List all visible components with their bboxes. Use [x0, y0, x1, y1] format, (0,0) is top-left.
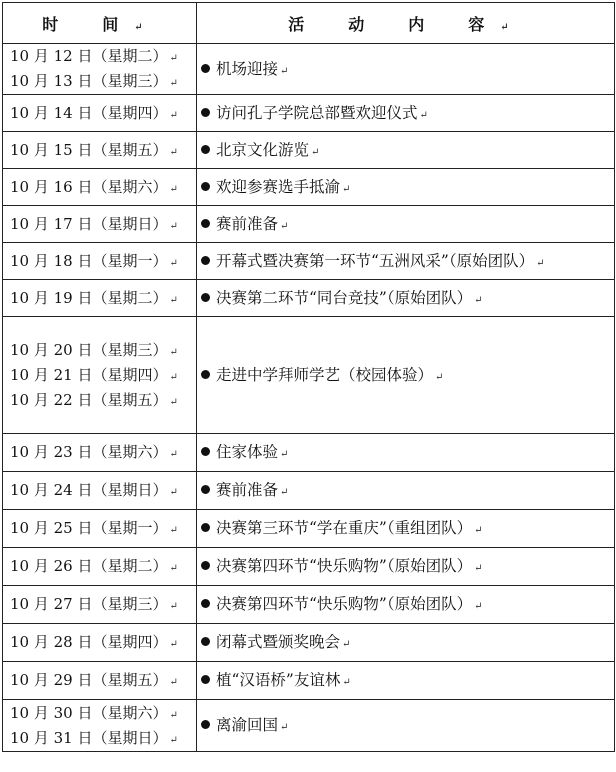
date-cell: 10 月 16 日（星期六） ↵ [3, 169, 197, 206]
table-row [3, 280, 615, 317]
bullet-icon [201, 108, 210, 117]
bullet-icon [201, 182, 210, 191]
date-text: 10 月 12 日（星期二） [10, 47, 168, 65]
activity-cell: 走进中学拜师学艺（校园体验） ↵ [197, 317, 615, 434]
date-cell: 10 月 17 日（星期日） ↵ [3, 206, 197, 243]
date-text: 10 月 21 日（星期四） [10, 365, 168, 384]
date-text: 10 月 15 日（星期五） [10, 140, 168, 159]
activity-cell: 访问孔子学院总部暨欢迎仪式 ↵ [197, 95, 615, 132]
date-cell: 10 月 18 日（星期一） ↵ [3, 243, 197, 280]
table-row [3, 434, 615, 472]
activity-text: 机场迎接 [216, 59, 279, 78]
table-row [3, 243, 615, 280]
activity-text: 闭幕式暨颁奖晚会 [216, 633, 341, 651]
date-cell: 10 月 14 日（星期四） ↵ [3, 95, 197, 132]
date-text: 10 月 14 日（星期四） [10, 103, 168, 122]
activity-text: 赛前准备 [216, 481, 279, 499]
bullet-icon [201, 485, 210, 494]
date-text: 10 月 28 日（星期四） [10, 633, 168, 651]
date-cell: 10 月 26 日（星期二） ↵ [3, 548, 197, 586]
bullet-icon [201, 637, 210, 646]
activity-cell: 植“汉语桥”友谊林 ↵ [197, 662, 615, 700]
activity-text: 决赛第三环节“学在重庆”（重组团队） [216, 519, 473, 537]
date-cell: 10 月 15 日（星期五） ↵ [3, 132, 197, 169]
activity-cell: 决赛第三环节“学在重庆”（重组团队） ↵ [197, 510, 615, 548]
activity-text: 决赛第四环节“快乐购物”（原始团队） [216, 595, 473, 613]
activity-cell: 欢迎参赛选手抵渝 ↵ [197, 169, 615, 206]
table-row [3, 662, 615, 700]
date-text: 10 月 25 日（星期一） [10, 519, 168, 537]
activity-cell: 赛前准备 ↵ [197, 472, 615, 510]
table-row [3, 548, 615, 586]
bullet-icon [201, 720, 210, 729]
table-row [3, 586, 615, 624]
activity-text: 赛前准备 [216, 214, 279, 233]
activity-text: 走进中学拜师学艺（校园体验） [216, 365, 434, 384]
table-row [3, 44, 615, 95]
date-text: 10 月 19 日（星期二） [10, 288, 168, 307]
activity-text: 决赛第四环节“快乐购物”（原始团队） [216, 557, 473, 575]
activity-cell: 开幕式暨决赛第一环节“五洲风采”（原始团队） ↵ [197, 243, 615, 280]
bullet-icon [201, 256, 210, 265]
date-cell: 10 月 27 日（星期三） ↵ [3, 586, 197, 624]
activity-text: 北京文化游览 [216, 140, 310, 159]
date-text: 10 月 23 日（星期六） [10, 443, 168, 461]
date-text: 10 月 16 日（星期六） [10, 177, 168, 196]
activity-cell: 决赛第二环节“同台竞技”（原始团队） ↵ [197, 280, 615, 317]
activity-text: 决赛第二环节“同台竞技”（原始团队） [216, 288, 473, 307]
header-activity: 活 动 内 容 ↵ [197, 3, 615, 44]
activity-text: 植“汉语桥”友谊林 [216, 671, 341, 689]
header-time: 时 间 ↵ [3, 3, 197, 44]
table-row [3, 95, 615, 132]
activity-text: 欢迎参赛选手抵渝 [216, 177, 341, 196]
date-text: 10 月 13 日（星期三） [10, 72, 168, 90]
date-text: 10 月 22 日（星期五） [10, 390, 168, 409]
date-text: 10 月 20 日（星期三） [10, 340, 168, 359]
activity-text: 离渝回国 [216, 716, 279, 734]
activity-cell: 北京文化游览 ↵ [197, 132, 615, 169]
date-text: 10 月 26 日（星期二） [10, 557, 168, 575]
date-cell: 10 月 19 日（星期二） ↵ [3, 280, 197, 317]
table-row [3, 206, 615, 243]
bullet-icon [201, 219, 210, 228]
schedule-table [2, 2, 615, 752]
activity-cell: 决赛第四环节“快乐购物”（原始团队） ↵ [197, 548, 615, 586]
table-row [3, 472, 615, 510]
activity-cell: 机场迎接 ↵ [197, 44, 615, 95]
activity-cell: 决赛第四环节“快乐购物”（原始团队） ↵ [197, 586, 615, 624]
bullet-icon [201, 599, 210, 608]
schedule-body [3, 44, 615, 752]
table-row [3, 317, 615, 434]
date-text: 10 月 18 日（星期一） [10, 251, 168, 270]
table-row [3, 510, 615, 548]
date-cell: 10 月 30 日（星期六） ↵ 10 月 31 日（星期日） ↵ [3, 700, 197, 752]
date-text: 10 月 27 日（星期三） [10, 595, 168, 613]
bullet-icon [201, 447, 210, 456]
date-cell: 10 月 23 日（星期六） ↵ [3, 434, 197, 472]
date-cell: 10 月 25 日（星期一） ↵ [3, 510, 197, 548]
bullet-icon [201, 145, 210, 154]
activity-cell: 闭幕式暨颁奖晚会 ↵ [197, 624, 615, 662]
table-row [3, 700, 615, 752]
activity-cell: 赛前准备 ↵ [197, 206, 615, 243]
table-row [3, 624, 615, 662]
date-cell: 10 月 24 日（星期日） ↵ [3, 472, 197, 510]
bullet-icon [201, 675, 210, 684]
activity-text: 访问孔子学院总部暨欢迎仪式 [216, 103, 418, 122]
bullet-icon [201, 64, 210, 73]
table-row [3, 132, 615, 169]
bullet-icon [201, 561, 210, 570]
date-text: 10 月 29 日（星期五） [10, 671, 168, 689]
bullet-icon [201, 293, 210, 302]
date-cell: 10 月 28 日（星期四） ↵ [3, 624, 197, 662]
date-text: 10 月 24 日（星期日） [10, 481, 168, 499]
activity-text: 住家体验 [216, 443, 279, 461]
activity-text: 开幕式暨决赛第一环节“五洲风采”（原始团队） [216, 251, 535, 270]
table-row [3, 169, 615, 206]
bullet-icon [201, 523, 210, 532]
date-text: 10 月 30 日（星期六） [10, 703, 168, 722]
activity-cell: 住家体验 ↵ [197, 434, 615, 472]
date-cell: 10 月 12 日（星期二） ↵ 10 月 13 日（星期三） ↵ [3, 44, 197, 95]
activity-cell: 离渝回国 ↵ [197, 700, 615, 752]
date-text: 10 月 17 日（星期日） [10, 214, 168, 233]
header-row [3, 3, 615, 44]
date-text: 10 月 31 日（星期日） [10, 728, 168, 747]
bullet-icon [201, 370, 210, 379]
date-cell: 10 月 20 日（星期三） ↵ 10 月 21 日（星期四） ↵ 10 月 22 日（星期五） ↵ [3, 317, 197, 434]
date-cell: 10 月 29 日（星期五） ↵ [3, 662, 197, 700]
